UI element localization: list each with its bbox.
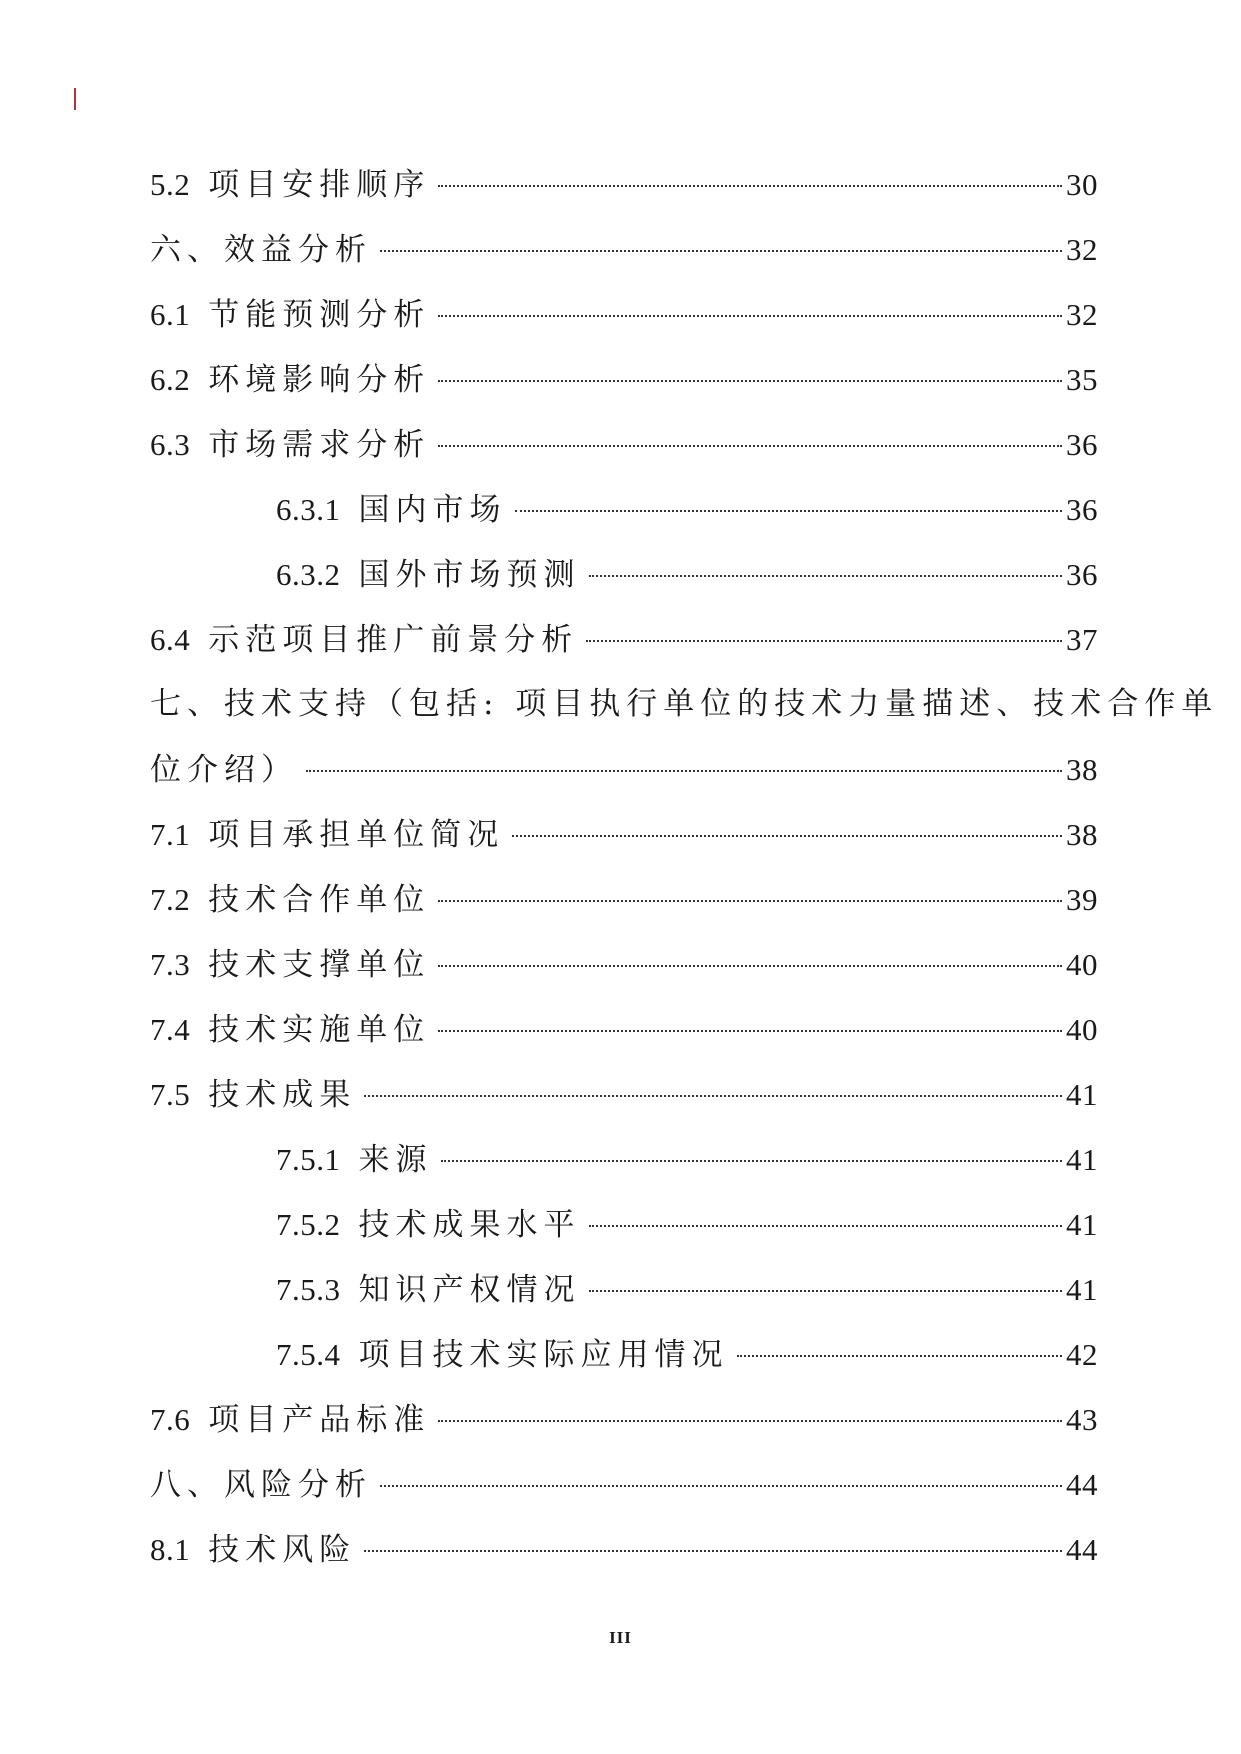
toc-entry-title: 八、风险分析 [150,1467,372,1503]
toc-entry-title: 项目安排顺序 [208,167,431,203]
toc-entry[interactable] [150,672,1219,737]
toc-entry-page: 32 [1066,232,1098,267]
toc-dot-leader [589,1225,1063,1227]
toc-entry-continuation[interactable] [150,737,1098,802]
toc-entry-page: 42 [1066,1337,1098,1372]
toc-dot-leader [380,250,1062,252]
toc-dot-leader [438,900,1062,902]
toc-dot-leader [441,1160,1063,1162]
toc-entry-title: 技术风险 [208,1532,357,1568]
toc-entry-title: 七、技术支持（包括: 项目执行单位的技术力量描述、技术合作单 [150,686,1219,722]
toc-entry[interactable] [150,997,1098,1062]
toc-entry-number: 7.5 [150,1077,191,1112]
toc-entry-number: 6.4 [150,622,191,657]
toc-entry-number: 7.5.4 [276,1337,341,1372]
toc-entry-number: 6.3.2 [276,557,341,592]
toc-entry[interactable] [150,1517,1098,1582]
toc-entry[interactable] [150,217,1098,282]
toc-entry-page: 30 [1066,167,1098,202]
toc-entry-number: 8.1 [150,1532,191,1567]
toc-dot-leader [364,1095,1062,1097]
toc-dot-leader [438,185,1062,187]
toc-entry-title: 环境影响分析 [208,362,431,398]
toc-entry-title: 技术成果水平 [358,1207,581,1243]
toc-dot-leader [737,1355,1063,1357]
toc-entry-number: 6.1 [150,297,191,332]
toc-entry-number: 6.3 [150,427,191,462]
toc-entry-title: 项目技术实际应用情况 [358,1337,729,1373]
toc-entry-number: 6.3.1 [276,492,341,527]
toc-entry-title: 技术支撑单位 [208,947,431,983]
toc-entry[interactable] [150,932,1098,997]
toc-entry[interactable] [150,867,1098,932]
toc-entry-title: 国内市场 [358,492,507,528]
toc-entry[interactable] [150,542,1098,607]
toc-dot-leader [515,510,1063,512]
toc-dot-leader [512,835,1062,837]
toc-entry-number: 7.5.3 [276,1272,341,1307]
toc-entry-page: 36 [1066,492,1098,527]
toc-entry-page: 44 [1066,1467,1098,1502]
toc-entry-title: 六、效益分析 [150,232,372,268]
toc-entry-title: 技术成果 [208,1077,357,1113]
toc-dot-leader [438,965,1062,967]
toc-entry-number: 7.6 [150,1402,191,1437]
toc-entry-number: 7.3 [150,947,191,982]
toc-entry[interactable] [150,477,1098,542]
toc-dot-leader [438,1030,1062,1032]
toc-entry-title: 示范项目推广前景分析 [208,622,579,658]
toc-entry-title: 项目产品标准 [208,1402,431,1438]
toc-entry-page: 37 [1066,622,1098,657]
toc-entry-page: 35 [1066,362,1098,397]
toc-dot-leader [586,640,1062,642]
toc-entry-page: 40 [1066,947,1098,982]
toc-entry-page: 36 [1066,557,1098,592]
toc-entry[interactable] [150,152,1098,217]
toc-entry-title: 市场需求分析 [208,427,431,463]
toc-entry-title-continued: 位介绍） [150,752,298,788]
toc-entry-number: 6.2 [150,362,191,397]
toc-entry-page: 41 [1066,1077,1098,1112]
toc-dot-leader [438,445,1062,447]
toc-entry-title: 节能预测分析 [208,297,431,333]
toc-entry[interactable] [150,1062,1098,1127]
toc-dot-leader [438,380,1062,382]
toc-entry-number: 7.5.2 [276,1207,341,1242]
toc-entry[interactable] [150,1257,1098,1322]
toc-dot-leader [306,770,1062,772]
toc-entry-page: 40 [1066,1012,1098,1047]
toc-entry-page: 39 [1066,882,1098,917]
toc-entry-page: 38 [1066,752,1098,787]
toc-entry[interactable] [150,282,1098,347]
toc-entry-page: 36 [1066,427,1098,462]
toc-entry-number: 7.5.1 [276,1142,341,1177]
toc-dot-leader [589,575,1063,577]
toc-dot-leader [380,1485,1062,1487]
toc-entry-number: 7.1 [150,817,191,852]
toc-entry-title: 技术实施单位 [208,1012,431,1048]
toc-entry-title: 知识产权情况 [358,1272,581,1308]
toc-entry-number: 5.2 [150,167,191,202]
toc-entry-page: 41 [1066,1207,1098,1242]
margin-mark [74,88,76,110]
toc-entry-title: 来源 [358,1142,433,1178]
toc-entry[interactable] [150,1127,1098,1192]
toc-dot-leader [438,315,1062,317]
toc-entry[interactable] [150,607,1098,672]
toc-entry-page: 44 [1066,1532,1098,1567]
toc-entry-title: 项目承担单位简况 [208,817,505,853]
toc-entry-number: 7.4 [150,1012,191,1047]
toc-dot-leader [589,1290,1063,1292]
toc-entry[interactable] [150,1192,1098,1257]
toc-entry-page: 32 [1066,297,1098,332]
toc-entry-title: 技术合作单位 [208,882,431,918]
toc-entry-page: 38 [1066,817,1098,852]
toc-entry-page: 41 [1066,1272,1098,1307]
toc-entry[interactable] [150,1452,1098,1517]
toc-entry-number: 7.2 [150,882,191,917]
toc-dot-leader [438,1420,1062,1422]
table-of-contents [150,152,1219,1582]
toc-entry[interactable] [150,802,1098,867]
toc-dot-leader [364,1550,1062,1552]
toc-entry-page: 41 [1066,1142,1098,1177]
toc-entry[interactable] [150,412,1098,477]
toc-entry-page: 43 [1066,1402,1098,1437]
toc-entry[interactable] [150,1387,1098,1452]
toc-entry[interactable] [150,347,1098,412]
toc-entry-title: 国外市场预测 [358,557,581,593]
page-number: III [609,1628,632,1647]
toc-entry[interactable] [150,1322,1098,1387]
